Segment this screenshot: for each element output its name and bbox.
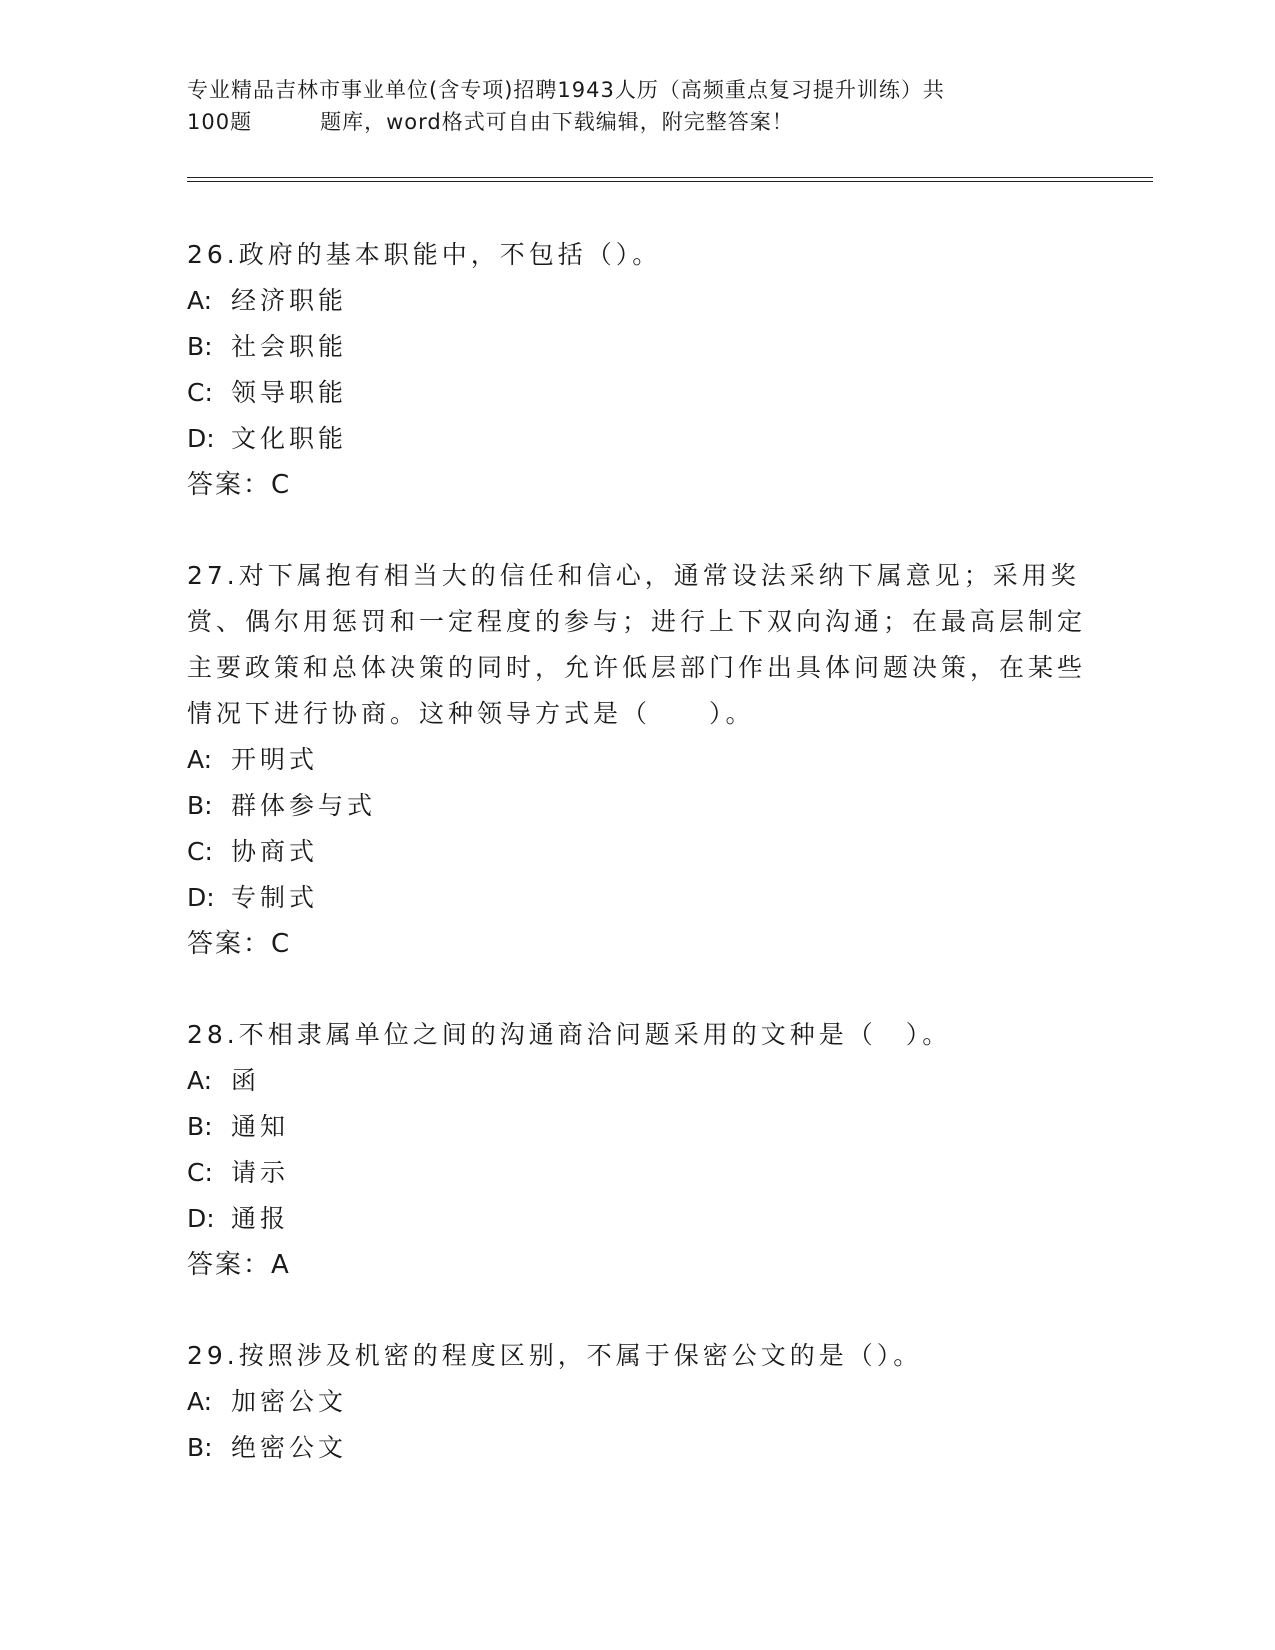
option-key: C: [187, 837, 213, 866]
option-text: 协商式 [231, 837, 319, 866]
option-key: D: [187, 883, 215, 912]
option-key: D: [187, 424, 215, 453]
option-a [187, 278, 1087, 324]
option-d [187, 1196, 1087, 1242]
option-text: 经济职能 [231, 286, 348, 315]
answer-value: C [271, 929, 290, 959]
answer-line [187, 462, 1087, 508]
answer-label: 答案： [187, 1250, 272, 1280]
option-text: 加密公文 [231, 1387, 348, 1416]
option-c [187, 370, 1087, 416]
option-key: B: [187, 1112, 213, 1141]
answer-value: C [271, 470, 290, 500]
question-26 [187, 232, 1087, 508]
option-key: A: [187, 286, 213, 315]
option-text: 函 [231, 1066, 261, 1095]
option-c [187, 1150, 1087, 1196]
option-b [187, 783, 1087, 829]
option-key: B: [187, 332, 213, 361]
option-b [187, 1104, 1087, 1150]
answer-label: 答案： [187, 470, 272, 500]
option-text: 社会职能 [231, 332, 348, 361]
option-key: B: [187, 1433, 213, 1462]
option-text: 通报 [231, 1204, 290, 1233]
question-list [187, 232, 1087, 1516]
header-question-count: 100题 [187, 110, 253, 134]
option-key: C: [187, 378, 213, 407]
option-key: C: [187, 1158, 213, 1187]
option-text: 群体参与式 [231, 791, 377, 820]
option-text: 请示 [231, 1158, 290, 1187]
option-d [187, 416, 1087, 462]
question-29 [187, 1333, 1087, 1471]
option-text: 开明式 [231, 745, 319, 774]
option-text: 绝密公文 [231, 1433, 348, 1462]
option-key: A: [187, 1066, 213, 1095]
question-27 [187, 553, 1087, 967]
answer-line [187, 1242, 1087, 1288]
question-stem: 28.不相隶属单位之间的沟通商洽问题采用的文种是（ ）。 [187, 1020, 952, 1049]
option-text: 通知 [231, 1112, 290, 1141]
option-key: A: [187, 745, 213, 774]
header-title-line-2 [187, 106, 1067, 138]
option-text: 领导职能 [231, 378, 348, 407]
option-d [187, 875, 1087, 921]
option-text: 专制式 [231, 883, 319, 912]
document-header [187, 74, 1067, 138]
question-stem: 27.对下属抱有相当大的信任和信心，通常设法采纳下属意见；采用奖赏、偶尔用惩罚和一定程度的参与；进行上下双向沟通；在最高层制定主要政策和总体决策的同时，允许低层部门作出具体问题决策，在某些情况下进行协商。这种领导方式是（ ）。 [187, 561, 1087, 728]
option-b [187, 1425, 1087, 1471]
option-text: 文化职能 [231, 424, 348, 453]
question-stem: 26.政府的基本职能中，不包括（）。 [187, 240, 662, 269]
option-a [187, 1058, 1087, 1104]
option-a [187, 1379, 1087, 1425]
option-key: D: [187, 1204, 215, 1233]
option-key: B: [187, 791, 213, 820]
answer-value: A [271, 1250, 289, 1280]
header-title-line-1: 专业精品吉林市事业单位(含专项)招聘1943人历（高频重点复习提升训练）共 [187, 78, 945, 102]
header-divider-bottom [187, 181, 1153, 182]
option-c [187, 829, 1087, 875]
question-stem: 29.按照涉及机密的程度区别，不属于保密公文的是（）。 [187, 1341, 923, 1370]
answer-label: 答案： [187, 929, 272, 959]
option-a [187, 737, 1087, 783]
answer-line [187, 921, 1087, 967]
header-description: 题库，word格式可自由下载编辑，附完整答案！ [320, 110, 794, 134]
option-key: A: [187, 1387, 213, 1416]
option-b [187, 324, 1087, 370]
header-divider-top [187, 177, 1153, 178]
question-28 [187, 1012, 1087, 1288]
